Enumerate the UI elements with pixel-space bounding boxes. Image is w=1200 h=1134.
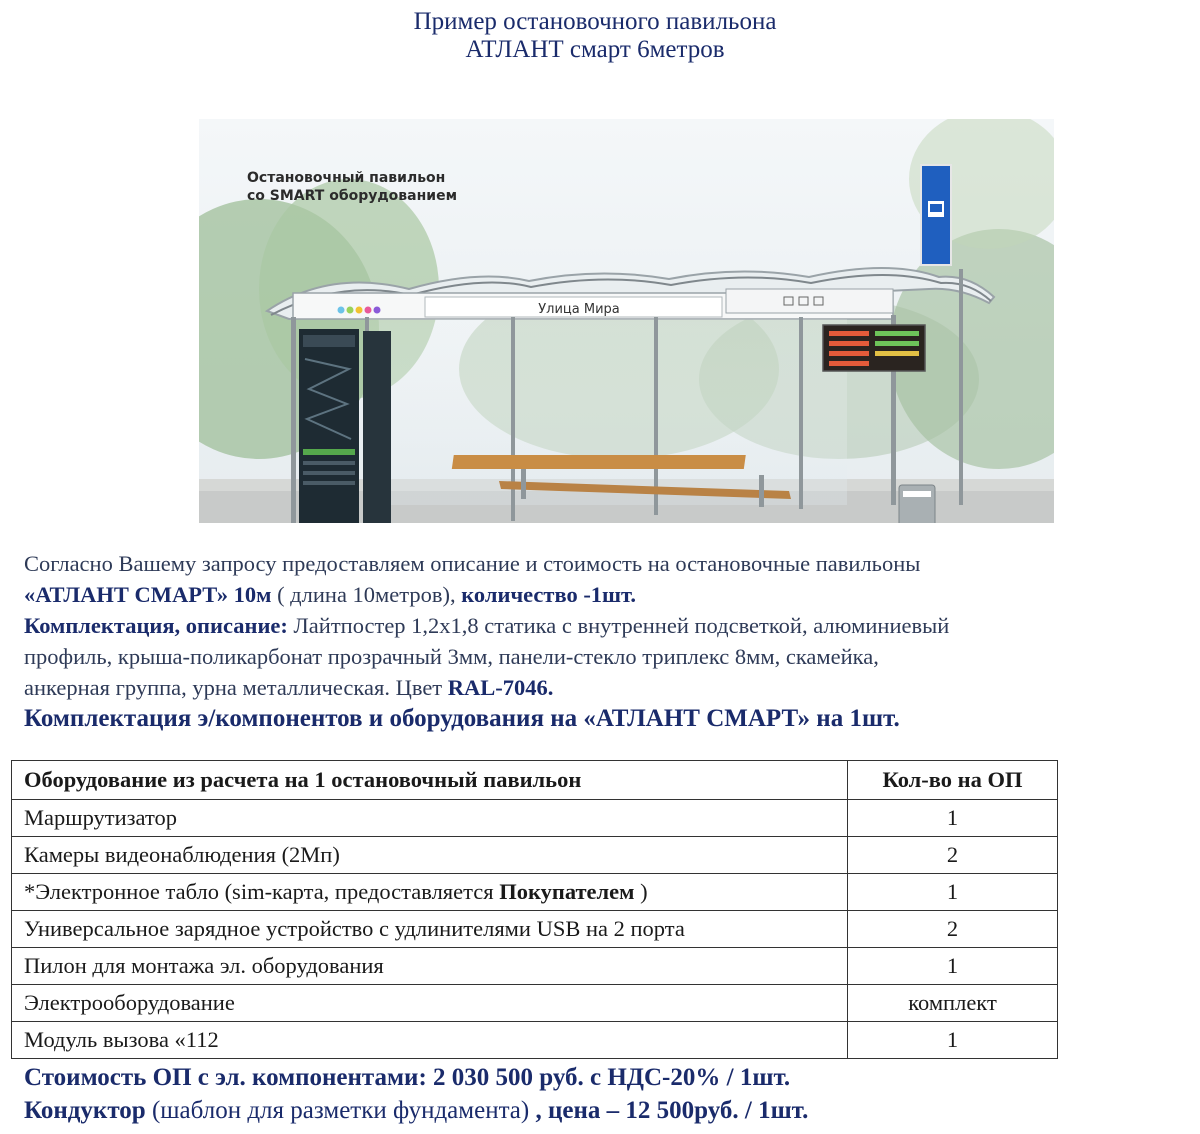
trash-bin [899, 485, 935, 523]
table-row [12, 1022, 1058, 1059]
row-item-text: *Электронное табло (sim-карта, предоставляется [24, 879, 500, 904]
row-qty: 2 [848, 837, 1058, 874]
title-line-1: Пример остановочного павильона [413, 8, 777, 35]
table-row [12, 911, 1058, 948]
intro-paragraph [24, 548, 1184, 703]
row-qty: 1 [848, 874, 1058, 911]
product-name: «АТЛАНТ СМАРТ» 10м [24, 582, 272, 607]
table-row [12, 874, 1058, 911]
row-qty: 1 [848, 1022, 1058, 1059]
table-row [12, 948, 1058, 985]
row-item: Камеры видеонаблюдения (2Мп) [12, 837, 848, 874]
product-length: ( длина 10метров), [271, 582, 462, 607]
table-row [12, 800, 1058, 837]
intro-line-3 [24, 610, 1184, 641]
table-row [12, 837, 1058, 874]
bus-stop-sign [921, 165, 951, 265]
row-item: Пилон для монтажа эл. оборудования [12, 948, 848, 985]
conductor-text: (шаблон для разметки фундамента) [145, 1097, 536, 1124]
table-header-row [12, 761, 1058, 800]
equipment-heading: Комплектация э/компонентов и оборудования на «АТЛАНТ СМАРТ» на 1шт. [24, 705, 900, 732]
photo-caption-line-1: Остановочный павильон [247, 170, 446, 186]
conductor-label: Кондуктор [24, 1097, 146, 1124]
row-item-tail: ) [634, 879, 648, 904]
info-kiosk-display [299, 329, 391, 523]
street-sign: Улица Мира [538, 302, 620, 317]
row-qty: 1 [848, 948, 1058, 985]
table-row [12, 985, 1058, 1022]
conductor-line [24, 1097, 808, 1125]
equipment-table [11, 760, 1058, 1059]
quantity-label: количество -1шт. [461, 582, 637, 607]
photo-caption-line-2: со SMART оборудованием [247, 188, 458, 204]
row-item [12, 874, 848, 911]
row-qty: 1 [848, 800, 1058, 837]
intro-line-2 [24, 579, 1184, 610]
kit-text-3: анкерная группа, урна металлическая. Цвет [24, 675, 448, 700]
title-line-2: АТЛАНТ смарт 6метров [465, 36, 725, 63]
row-item: Электрооборудование [12, 985, 848, 1022]
conductor-price: , цена – 12 500руб. / 1шт. [535, 1097, 809, 1124]
intro-line-5 [24, 672, 1184, 703]
kit-text-2: профиль, крыша-поликарбонат прозрачный 3мм, панели-стекло триплекс 8мм, скамейка, [24, 644, 879, 669]
row-item: Универсальное зарядное устройство с удлинителями USB на 2 порта [12, 911, 848, 948]
document-title [0, 8, 1190, 64]
electronic-board [823, 325, 925, 371]
row-item: Модуль вызова «112 [12, 1022, 848, 1059]
row-item-bold: Покупателем [499, 879, 635, 904]
row-item: Маршрутизатор [12, 800, 848, 837]
row-qty: комплект [848, 985, 1058, 1022]
column-header-qty: Кол-во на ОП [848, 761, 1058, 800]
pavilion-photo [199, 119, 1054, 523]
total-cost: Стоимость ОП с эл. компонентами: 2 030 500 руб. с НДС-20% / 1шт. [24, 1064, 791, 1091]
color-code: RAL-7046. [447, 675, 554, 700]
kit-text-1: Лайтпостер 1,2х1,8 статика с внутренней подсветкой, алюминиевый [287, 613, 950, 638]
row-qty: 2 [848, 911, 1058, 948]
kit-label: Комплектация, описание: [24, 613, 288, 638]
intro-line-1: Согласно Вашему запросу предоставляем описание и стоимость на остановочные павильоны [24, 551, 921, 576]
column-header-item: Оборудование из расчета на 1 остановочный павильон [12, 761, 848, 800]
